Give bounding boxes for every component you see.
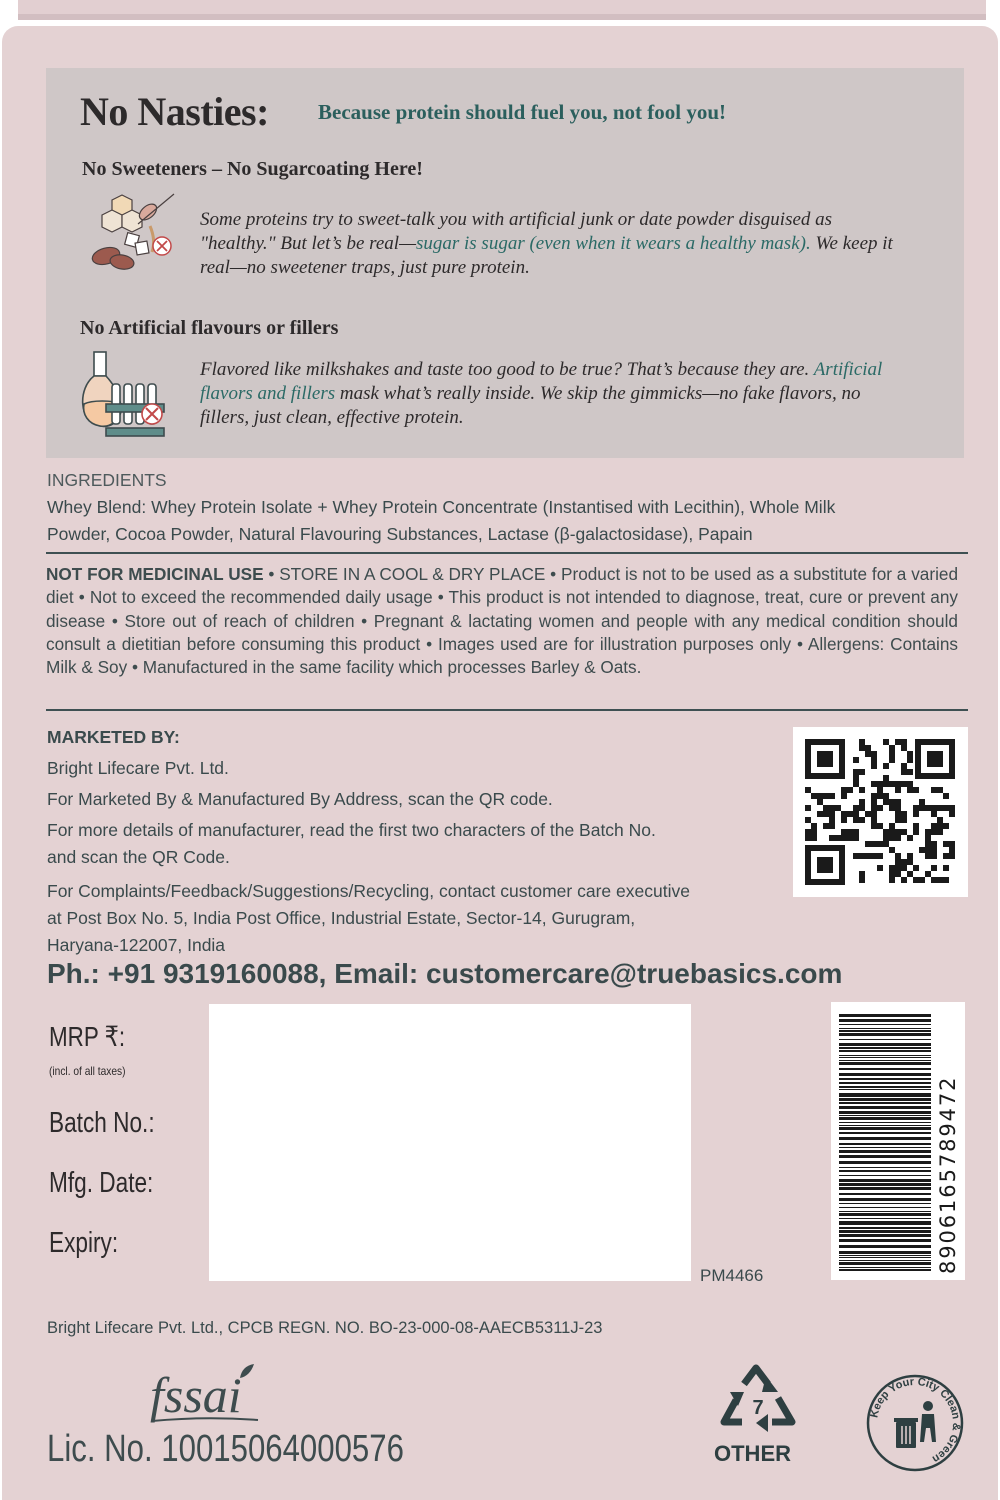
flavours-highlight-1: Artificial xyxy=(813,359,883,380)
barcode-bars xyxy=(831,1002,965,1280)
no-nasties-tagline: Because protein should fuel you, not fool you! xyxy=(318,100,726,124)
flavours-title: No Artificial flavours or fillers xyxy=(80,317,339,339)
recycle-icon xyxy=(716,1362,800,1440)
sweeteners-line3: real—no sweetener traps, just pure protein. xyxy=(200,257,530,278)
complaints-line2: at Post Box No. 5, India Post Office, Industrial Estate, Sector-14, Gurugram, xyxy=(47,908,636,928)
complaints-line3: Haryana-122007, India xyxy=(47,935,226,955)
barcode-number: 8906165789472 xyxy=(936,1075,960,1274)
box-lid-edge xyxy=(18,14,986,20)
ingredients-line1: Whey Blend: Whey Protein Isolate + Whey Protein Concentrate (Instantised with Lecithin), Whole Milk xyxy=(47,497,836,517)
warnings-lead: NOT FOR MEDICINAL USE xyxy=(46,564,264,584)
recycle-number: 7 xyxy=(752,1397,764,1419)
manufacturer-details-1: For more details of manufacturer, read the first two characters of the Batch No. xyxy=(47,820,656,840)
mfg-date-label: Mfg. Date: xyxy=(49,1167,154,1199)
sweeteners-line2-end: We keep it xyxy=(810,233,893,254)
batch-label: Batch No.: xyxy=(49,1107,155,1139)
recycle-label: OTHER xyxy=(714,1441,791,1466)
flavours-highlight-2: flavors and fillers xyxy=(200,383,336,404)
lab-flask-cross-icon xyxy=(76,348,172,440)
no-nasties-title: No Nasties: xyxy=(80,89,269,134)
warnings-body: • STORE IN A COOL & DRY PLACE • Product is not to be used as a substitute for a varied diet • Not to exceed the recommended daily usage • This product is not intended to diagnose, treat, cure or prevent any disease • Store out of reach of children • Pregnant & lactating women and people with any medical condition should consult a dietitian before consuming this product • Images used are for illustration purposes only • Allergens: Contains Milk & Soy • Manufactured in the same facility which processes Barley & Oats. xyxy=(46,564,959,678)
qr-code[interactable] xyxy=(793,727,968,897)
keep-city-clean-logo xyxy=(862,1370,968,1476)
fssai-logo: fssai xyxy=(150,1367,242,1423)
mrp-label: MRP ₹: xyxy=(49,1021,126,1052)
fssai-license-number: Lic. No. 10015064000576 xyxy=(47,1428,404,1470)
pm-code: PM4466 xyxy=(700,1266,764,1285)
sweeteners-highlight: sugar is sugar (even when it wears a healthy mask). xyxy=(415,233,811,254)
flavours-line1 xyxy=(200,358,882,382)
warnings-text xyxy=(46,563,958,679)
contact-line: Ph.: +91 9319160088, Email: customercare@truebasics.com xyxy=(47,958,843,989)
barcode[interactable] xyxy=(831,1002,965,1280)
marketed-title: MARKETED BY: xyxy=(47,727,180,747)
sweeteners-line2-start: "healthy." But let’s be real— xyxy=(200,233,416,254)
manufacturer-details-2: and scan the QR Code. xyxy=(47,847,230,867)
marketed-company: Bright Lifecare Pvt. Ltd. xyxy=(47,758,229,778)
ingredients-line2: Powder, Cocoa Powder, Natural Flavouring Substances, Lactase (β-galactosidase), Papain xyxy=(47,524,753,544)
flavours-line1-start: Flavored like milkshakes and taste too good to be true? That’s because they are. xyxy=(200,359,814,380)
flavours-line3: fillers, just clean, effective protein. xyxy=(200,407,464,428)
fssai-underline xyxy=(150,1416,260,1424)
fssai-leaf-icon xyxy=(236,1362,256,1382)
cpcb-registration: Bright Lifecare Pvt. Ltd., CPCB REGN. NO. BO-23-000-08-AAECB5311J-23 xyxy=(47,1319,603,1337)
expiry-label: Expiry: xyxy=(49,1227,119,1259)
sweeteners-line2 xyxy=(200,232,893,256)
divider-bottom xyxy=(46,709,968,711)
qr-code-pattern xyxy=(793,727,968,897)
complaints-line1: For Complaints/Feedback/Suggestions/Recycling, contact customer care executive xyxy=(47,881,690,901)
ingredients-title: INGREDIENTS xyxy=(47,470,167,490)
marketed-address-note: For Marketed By & Manufactured By Address, scan the QR code. xyxy=(47,789,553,809)
flavours-line2-end: mask what’s really inside. We skip the gimmicks—no fake flavors, no xyxy=(335,383,861,404)
sweeteners-line1: Some proteins try to sweet-talk you with artificial junk or date powder disguised as xyxy=(200,209,833,230)
sweeteners-title: No Sweeteners – No Sugarcoating Here! xyxy=(82,158,423,180)
mrp-note: (incl. of all taxes) xyxy=(49,1064,126,1078)
divider-top xyxy=(46,552,968,554)
clean-slogan: Keep Your City Clean & Green xyxy=(868,1375,963,1466)
sweetener-cross-icon xyxy=(86,190,182,276)
flavours-line2 xyxy=(200,382,861,406)
print-area xyxy=(209,1004,691,1281)
